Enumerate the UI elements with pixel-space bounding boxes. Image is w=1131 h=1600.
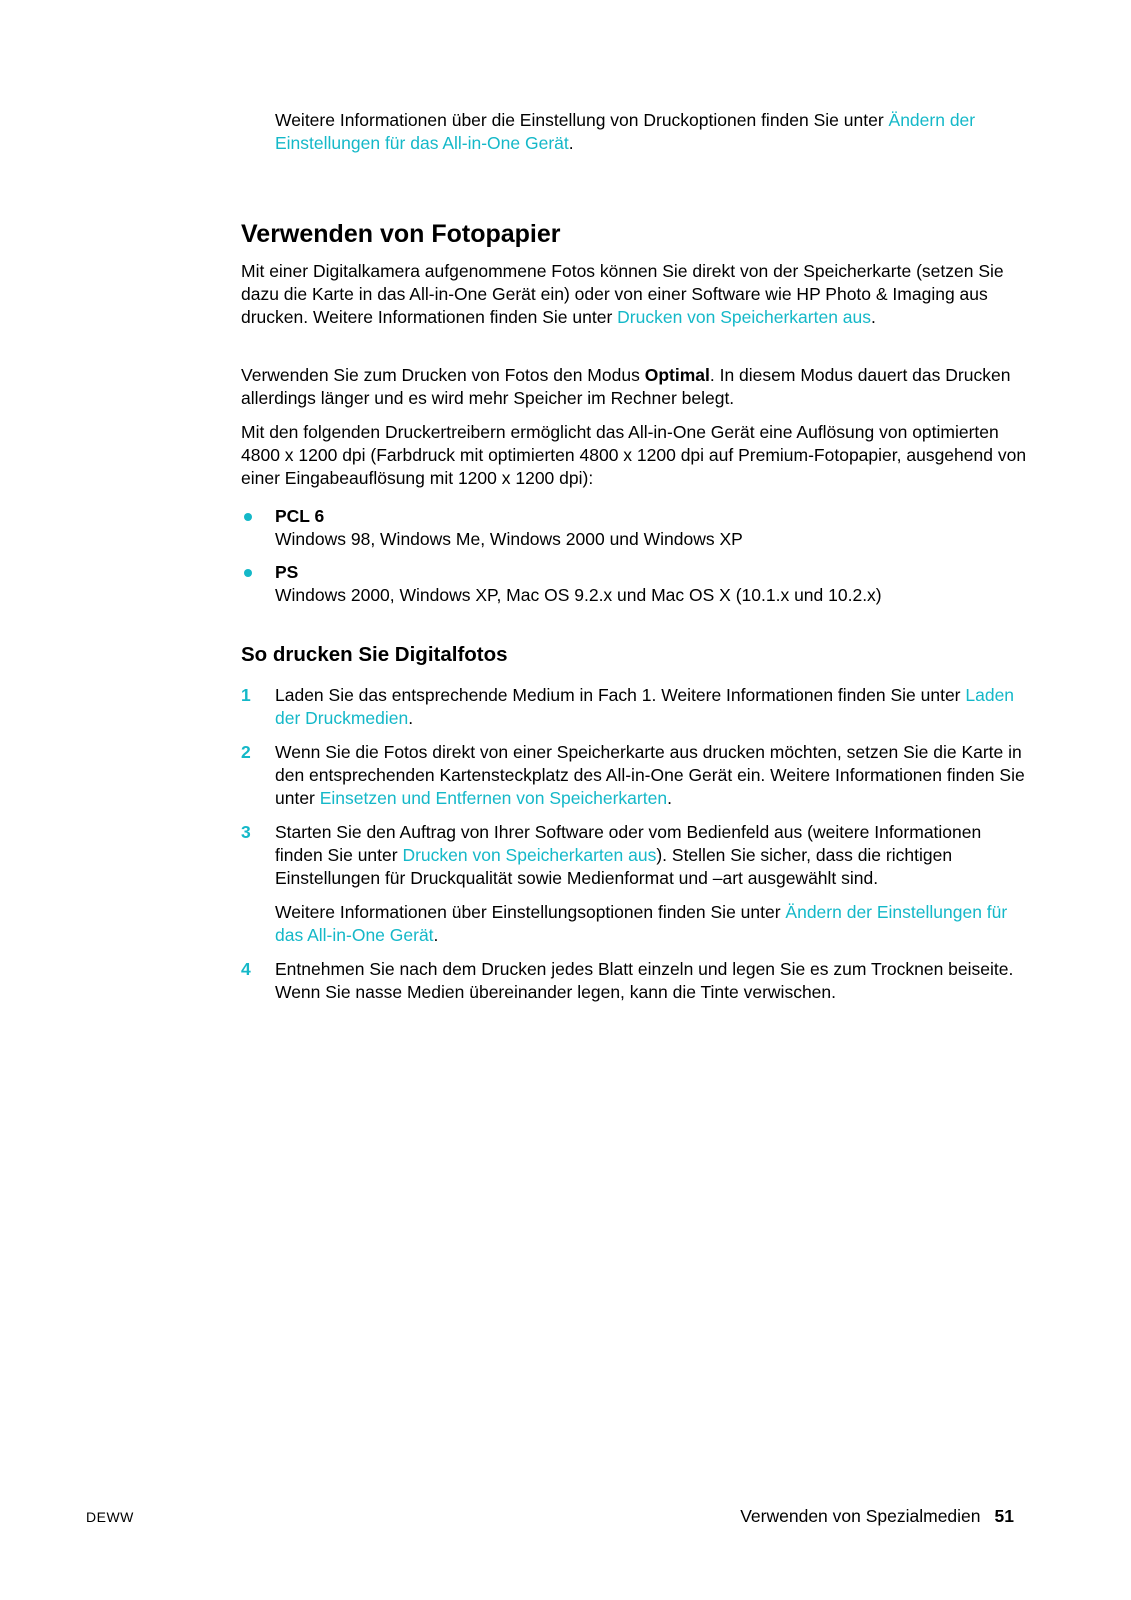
footer-chapter-title: Verwenden von Spezialmedien (740, 1506, 981, 1526)
driver-list (241, 505, 1031, 617)
intro-link[interactable]: Ändern der Einstellungen für das All-in-One Gerät (275, 110, 976, 153)
step-item (241, 684, 1031, 730)
steps-list (241, 684, 1031, 1015)
paragraph-2-before: Verwenden Sie zum Drucken von Fotos den Modus (241, 365, 645, 385)
step-item (241, 741, 1031, 810)
step-link[interactable]: Drucken von Speicherkarten aus (402, 845, 657, 865)
paragraph-1 (241, 260, 1031, 329)
bullet-dot-icon (244, 569, 252, 577)
paragraph-2-after: . In diesem Modus dauert das Drucken allerdings länger und es wird mehr Speicher im Rechner belegt. (241, 365, 1011, 408)
step-text: Wenn Sie die Fotos direkt von einer Speicherkarte aus drucken möchten, setzen Sie die Karte in den entsprechenden Kartensteckplatz des All-in-One Gerät ein. Weitere Informationen finden Sie unter (275, 742, 1025, 808)
step-text: Laden Sie das entsprechende Medium in Fach 1. Weitere Informationen finden Sie unter (275, 685, 966, 705)
bullet-description: Windows 2000, Windows XP, Mac OS 9.2.x und Mac OS X (10.1.x und 10.2.x) (275, 585, 882, 605)
step-text: Entnehmen Sie nach dem Drucken jedes Blatt einzeln und legen Sie es zum Trocknen beiseite. Wenn Sie nasse Medien übereinander legen, kann die Tinte verwischen. (275, 959, 1014, 1002)
paragraph-3: Mit den folgenden Druckertreibern ermöglicht das All-in-One Gerät eine Auflösung von optimierten 4800 x 1200 dpi (Farbdruck mit optimierten 4800 x 1200 dpi auf Premium-Fotopapier, ausgehend von einer Eingabeauflösung mit 1200 x 1200 dpi): (241, 422, 1027, 488)
intro-text: Weitere Informationen über die Einstellung von Druckoptionen finden Sie unter (275, 110, 889, 130)
step-end: . (667, 788, 672, 808)
step-sub-text: Weitere Informationen über Einstellungsoptionen finden Sie unter (275, 902, 786, 922)
list-item (241, 505, 1031, 551)
step-number: 4 (241, 959, 251, 979)
bullet-dot-icon (244, 513, 252, 521)
step-sub-link[interactable]: Ändern der Einstellungen für das All-in-One Gerät (275, 902, 1008, 945)
step-end: ). Stellen Sie sicher, dass die richtigen Einstellungen für Druckqualität sowie Medienformat und –art ausgewählt sind. (275, 845, 953, 888)
page-number: 51 (994, 1506, 1014, 1526)
step-link[interactable]: Einsetzen und Entfernen von Speicherkarten (319, 788, 668, 808)
list-item (241, 561, 1031, 607)
bullet-description: Windows 98, Windows Me, Windows 2000 und Windows XP (275, 529, 743, 549)
step-link[interactable]: Laden der Druckmedien (275, 685, 1015, 728)
intro-end: . (568, 133, 574, 153)
footer-locale: DEWW (86, 1509, 134, 1525)
step-number: 3 (241, 822, 251, 842)
step-subparagraph (275, 901, 1031, 947)
step-item (241, 821, 1031, 947)
section-title: Verwenden von Fotopapier (241, 220, 561, 248)
step-number: 1 (241, 685, 251, 705)
paragraph-1-end: . (871, 307, 876, 327)
step-item (241, 958, 1031, 1004)
step-text: Starten Sie den Auftrag von Ihrer Software oder vom Bedienfeld aus (weitere Informationen finden Sie unter (275, 822, 982, 865)
intro-paragraph (275, 109, 1025, 155)
paragraph-1-link[interactable]: Drucken von Speicherkarten aus (617, 307, 872, 327)
footer-chapter (740, 1505, 1014, 1527)
subsection-title: So drucken Sie Digitalfotos (241, 643, 508, 666)
paragraph-2 (241, 364, 1031, 410)
bullet-title: PS (275, 562, 299, 582)
paragraph-2-bold: Optimal (644, 365, 710, 385)
paragraph-1-text: Mit einer Digitalkamera aufgenommene Fotos können Sie direkt von der Speicherkarte (setzen Sie dazu die Karte in das All-in-One Gerät ein) oder von einer Software wie HP Photo & Imaging aus drucken. Weitere Informationen finden Sie unter (241, 261, 1004, 327)
step-number: 2 (241, 742, 251, 762)
bullet-title: PCL 6 (275, 506, 325, 526)
step-end: . (408, 708, 414, 728)
step-sub-end: . (433, 925, 439, 945)
